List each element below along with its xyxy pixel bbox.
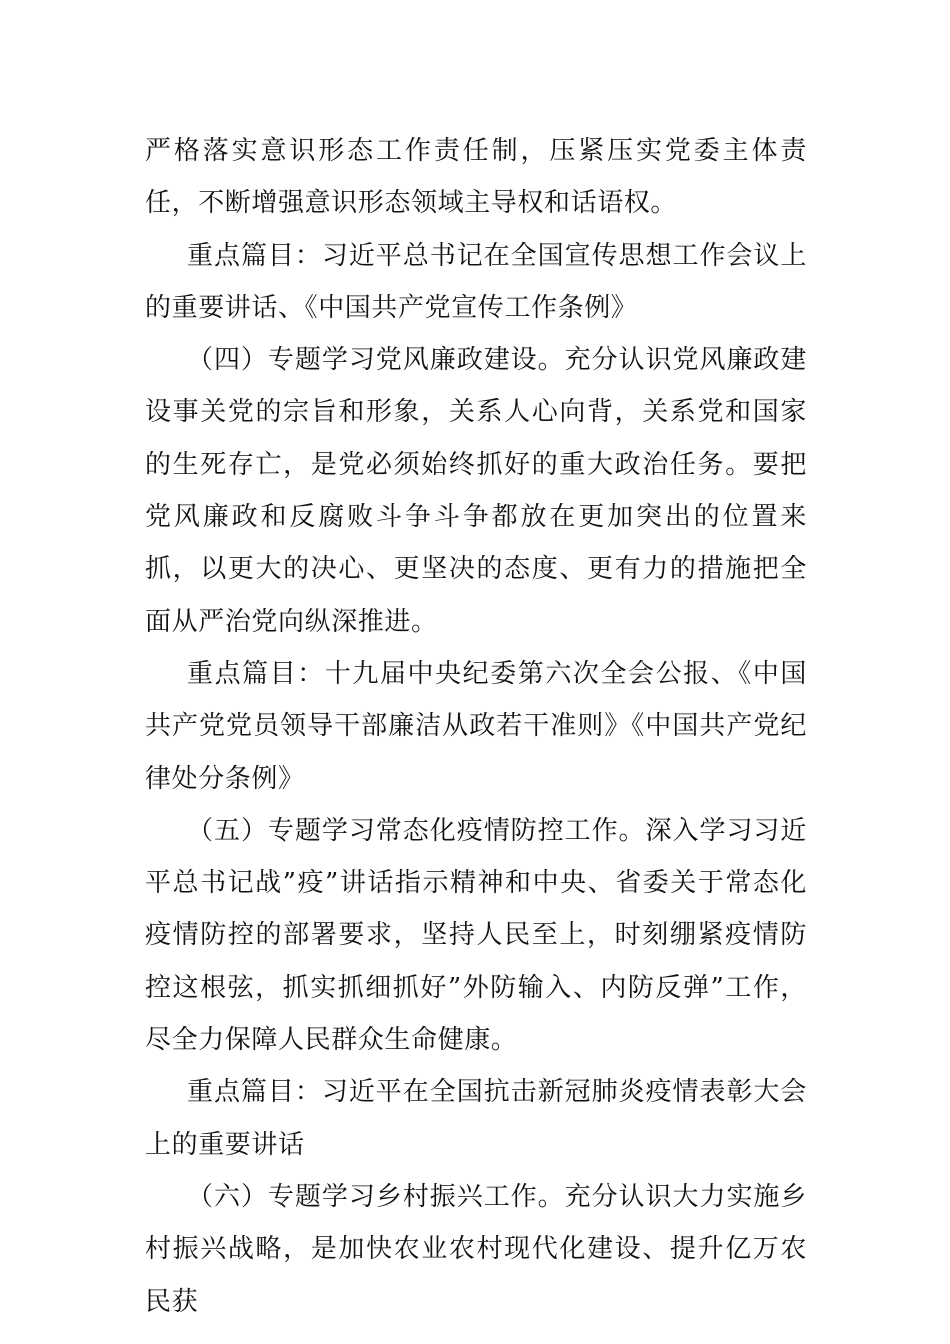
paragraph-6: 重点篇目：习近平在全国抗击新冠肺炎疫情表彰大会上的重要讲话 <box>145 1077 807 1160</box>
paragraph-1: 严格落实意识形态工作责任制，压紧压实党委主体责任，不断增强意识形态领域主导权和话语权。 <box>145 136 807 219</box>
paragraph-2: 重点篇目：习近平总书记在全国宣传思想工作会议上的重要讲话、《中国共产党宣传工作条例》 <box>145 240 807 323</box>
document-body <box>145 125 807 1328</box>
paragraph-7: （六）专题学习乡村振兴工作。充分认识大力实施乡村振兴战略，是加快农业农村现代化建设、提升亿万农民获 <box>145 1181 807 1317</box>
paragraph-4: 重点篇目：十九届中央纪委第六次全会公报、《中国共产党党员领导干部廉洁从政若干准则》《中国共产党纪律处分条例》 <box>145 658 807 794</box>
paragraph-3: （四）专题学习党风廉政建设。充分认识党风廉政建设事关党的宗旨和形象，关系人心向背，关系党和国家的生死存亡，是党必须始终抓好的重大政治任务。要把党风廉政和反腐败斗争斗争都放在更加突出的位置来抓，以更大的决心、更坚决的态度、更有力的措施把全面从严治党向纵深推进。 <box>145 345 807 637</box>
paragraph-5: （五）专题学习常态化疫情防控工作。深入学习习近平总书记战”疫”讲话指示精神和中央、省委关于常态化疫情防控的部署要求，坚持人民至上，时刻绷紧疫情防控这根弦，抓实抓细抓好”外防输入、内防反弹”工作，尽全力保障人民群众生命健康。 <box>145 815 807 1056</box>
